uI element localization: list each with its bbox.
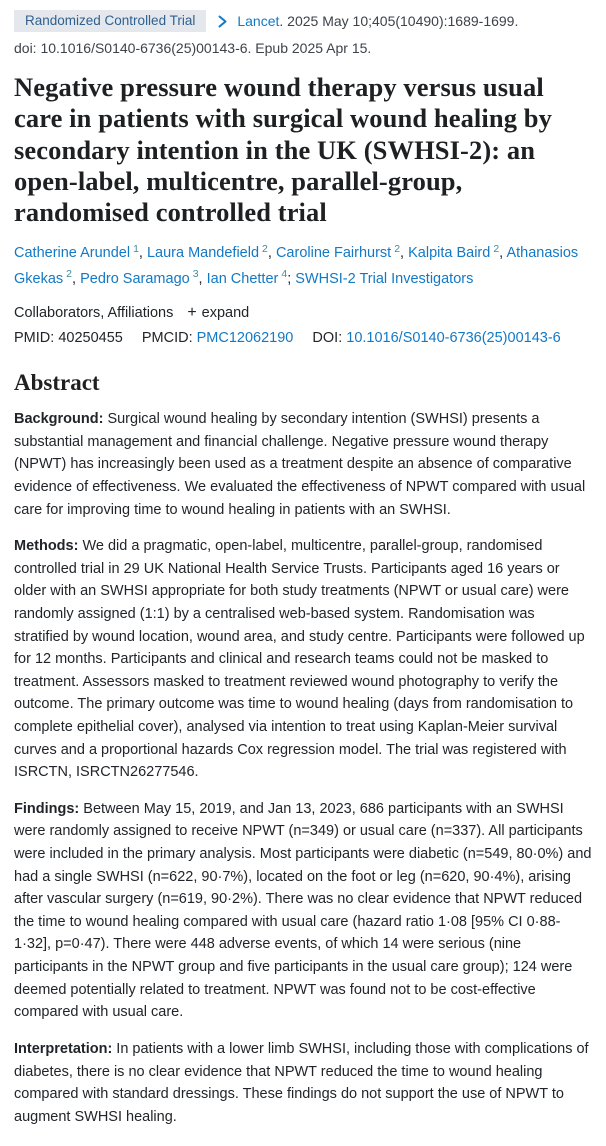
doi-group	[312, 330, 560, 346]
publication-type-badge[interactable]: Randomized Controlled Trial	[14, 10, 206, 32]
author	[14, 242, 147, 262]
abstract-section-label: Background:	[14, 411, 104, 428]
collaborators-affiliations-link[interactable]: Collaborators, Affiliations	[14, 305, 174, 322]
abstract-section-text: In patients with a lower limb SWHSI, including those with complications of diabetes, there is no clear evidence that NPWT reduced the time to wound healing compared with standard dressings. These findings do not support the use of NPWT to augment SWHSI healing.	[14, 1040, 589, 1125]
author-separator: ,	[400, 245, 409, 262]
author	[146, 242, 276, 262]
author-separator: ,	[499, 245, 507, 262]
author-link[interactable]: Ian Chetter	[206, 270, 279, 287]
abstract-section-label: Interpretation:	[14, 1040, 113, 1057]
doi-epub-line: doi: 10.1016/S0140-6736(25)00143-6. Epub 2025 Apr 15.	[14, 40, 372, 56]
journal-link[interactable]: Lancet	[237, 13, 280, 29]
expand-button-label: expand	[201, 305, 250, 322]
pmid-label: PMID:	[14, 330, 55, 347]
abstract-section-text: Surgical wound healing by secondary intention (SWHSI) presents a substantial management and financial challenge. Negative pressure wound therapy (NPWT) has increasingly been used as a treatment despite an absence of comparative evidence of effectiveness. We evaluated the effectiveness of NPWT compared with usual care for improving time to wound healing in patients with an SWHSI.	[14, 411, 586, 518]
author	[206, 267, 296, 287]
author-list	[14, 241, 592, 292]
citation-banner	[14, 10, 592, 32]
pmid-value: 40250455	[58, 330, 123, 347]
collaborators-row	[14, 305, 592, 321]
identifier-row	[14, 330, 592, 346]
chevron-right-icon	[217, 15, 228, 28]
article-title: Negative pressure wound therapy versus usual care in patients with surgical wound healing by secondary intention in the UK (SWHSI-2): an open-label, multicentre, parallel-group, randomised controlled trial	[14, 72, 552, 228]
author-separator: ,	[72, 270, 81, 287]
abstract-section-text: Between May 15, 2019, and Jan 13, 2023, 686 participants with an SWHSI were randomly assigned to receive NPWT (n=349) or usual care (n=337). All participants were included in the primary analysis. Most participants were diabetic (n=549, 80·0%) and had a single SWHSI (n=622, 90·7%), located on the foot or leg (n=620, 90·4%), arising after vascular surgery (n=619, 90·2%). There was no clear evidence that NPWT reduced the time to wound healing compared with usual care (hazard ratio 1·08 [95% CI 0·88-1·32], p=0·47). There were 448 adverse events, of which 14 were serious (nine participants in the NPWT group and five participants in the usual care group); 124 were deemed potentially related to treatment. NPWT was found not to be cost-effective compared with usual care.	[14, 800, 592, 1021]
plus-icon: +	[187, 304, 197, 322]
author	[80, 267, 207, 287]
author-link[interactable]: Caroline Fairhurst	[275, 245, 392, 262]
author-link[interactable]: Kalpita Baird	[408, 245, 491, 262]
author-affiliation-superscript[interactable]: 4	[281, 267, 288, 280]
author	[275, 242, 409, 262]
abstract-paragraph	[14, 408, 592, 521]
abstract-sections	[14, 408, 592, 1128]
author-affiliation-superscript[interactable]: 2	[394, 242, 401, 255]
author-affiliation-superscript[interactable]: 3	[192, 267, 199, 280]
abstract-paragraph	[14, 535, 592, 784]
abstract-paragraph	[14, 798, 592, 1024]
doi-link[interactable]: 10.1016/S0140-6736(25)00143-6	[346, 330, 561, 347]
author-affiliation-superscript[interactable]: 2	[493, 242, 500, 255]
author-link[interactable]: Catherine Arundel	[14, 245, 131, 262]
pmcid-link[interactable]: PMC12062190	[196, 330, 294, 347]
abstract-heading: Abstract	[14, 370, 100, 396]
expand-button[interactable]	[187, 305, 249, 321]
doi-label: DOI:	[312, 330, 343, 347]
abstract-paragraph	[14, 1038, 592, 1128]
author-affiliation-superscript[interactable]: 2	[66, 267, 73, 280]
journal-citation	[237, 13, 518, 29]
abstract-section-text: We did a pragmatic, open-label, multicentre, parallel-group, randomised controlled trial in 29 UK National Health Service Trusts. Participants aged 16 years or older with an SWHSI appropriate for both study treatments (NPWT or usual care) were randomly assigned (1:1) by a centralised web-based system. Randomisation was stratified by wound location, wound area, and study centre. Participants were followed up for 12 months. Participants and clinical and research teams could not be masked to treatment. Assessors masked to treatment reviewed wound photography to verify the outcome. The primary outcome was time to wound healing (days from randomisation to complete epithelial cover), analysed via intention to treat using Kaplan-Meier survival curves and a proportional hazards Cox regression model. The trial was registered with ISRCTN, ISRCTN26277546.	[14, 538, 585, 781]
author-link[interactable]: Athanasios Gkekas	[14, 245, 579, 287]
group-author-link[interactable]: SWHSI-2 Trial Investigators	[295, 270, 474, 287]
pmcid-label: PMCID:	[141, 330, 193, 347]
author-separator: ,	[138, 245, 147, 262]
citation-details: . 2025 May 10;405(10490):1689-1699.	[279, 13, 519, 29]
author-affiliation-superscript[interactable]: 2	[262, 242, 268, 255]
author-separator: ,	[267, 245, 276, 262]
author-affiliation-superscript[interactable]: 1	[133, 242, 139, 255]
pmid-group	[14, 330, 127, 346]
abstract-section-label: Methods:	[14, 538, 79, 555]
pmcid-group	[142, 330, 298, 346]
author-link[interactable]: Pedro Saramago	[80, 270, 190, 287]
author-link[interactable]: Laura Mandefield	[146, 245, 260, 262]
author-separator: ,	[198, 270, 207, 287]
author	[408, 242, 507, 262]
abstract-section-label: Findings:	[14, 800, 80, 817]
author-separator: ;	[287, 270, 296, 287]
